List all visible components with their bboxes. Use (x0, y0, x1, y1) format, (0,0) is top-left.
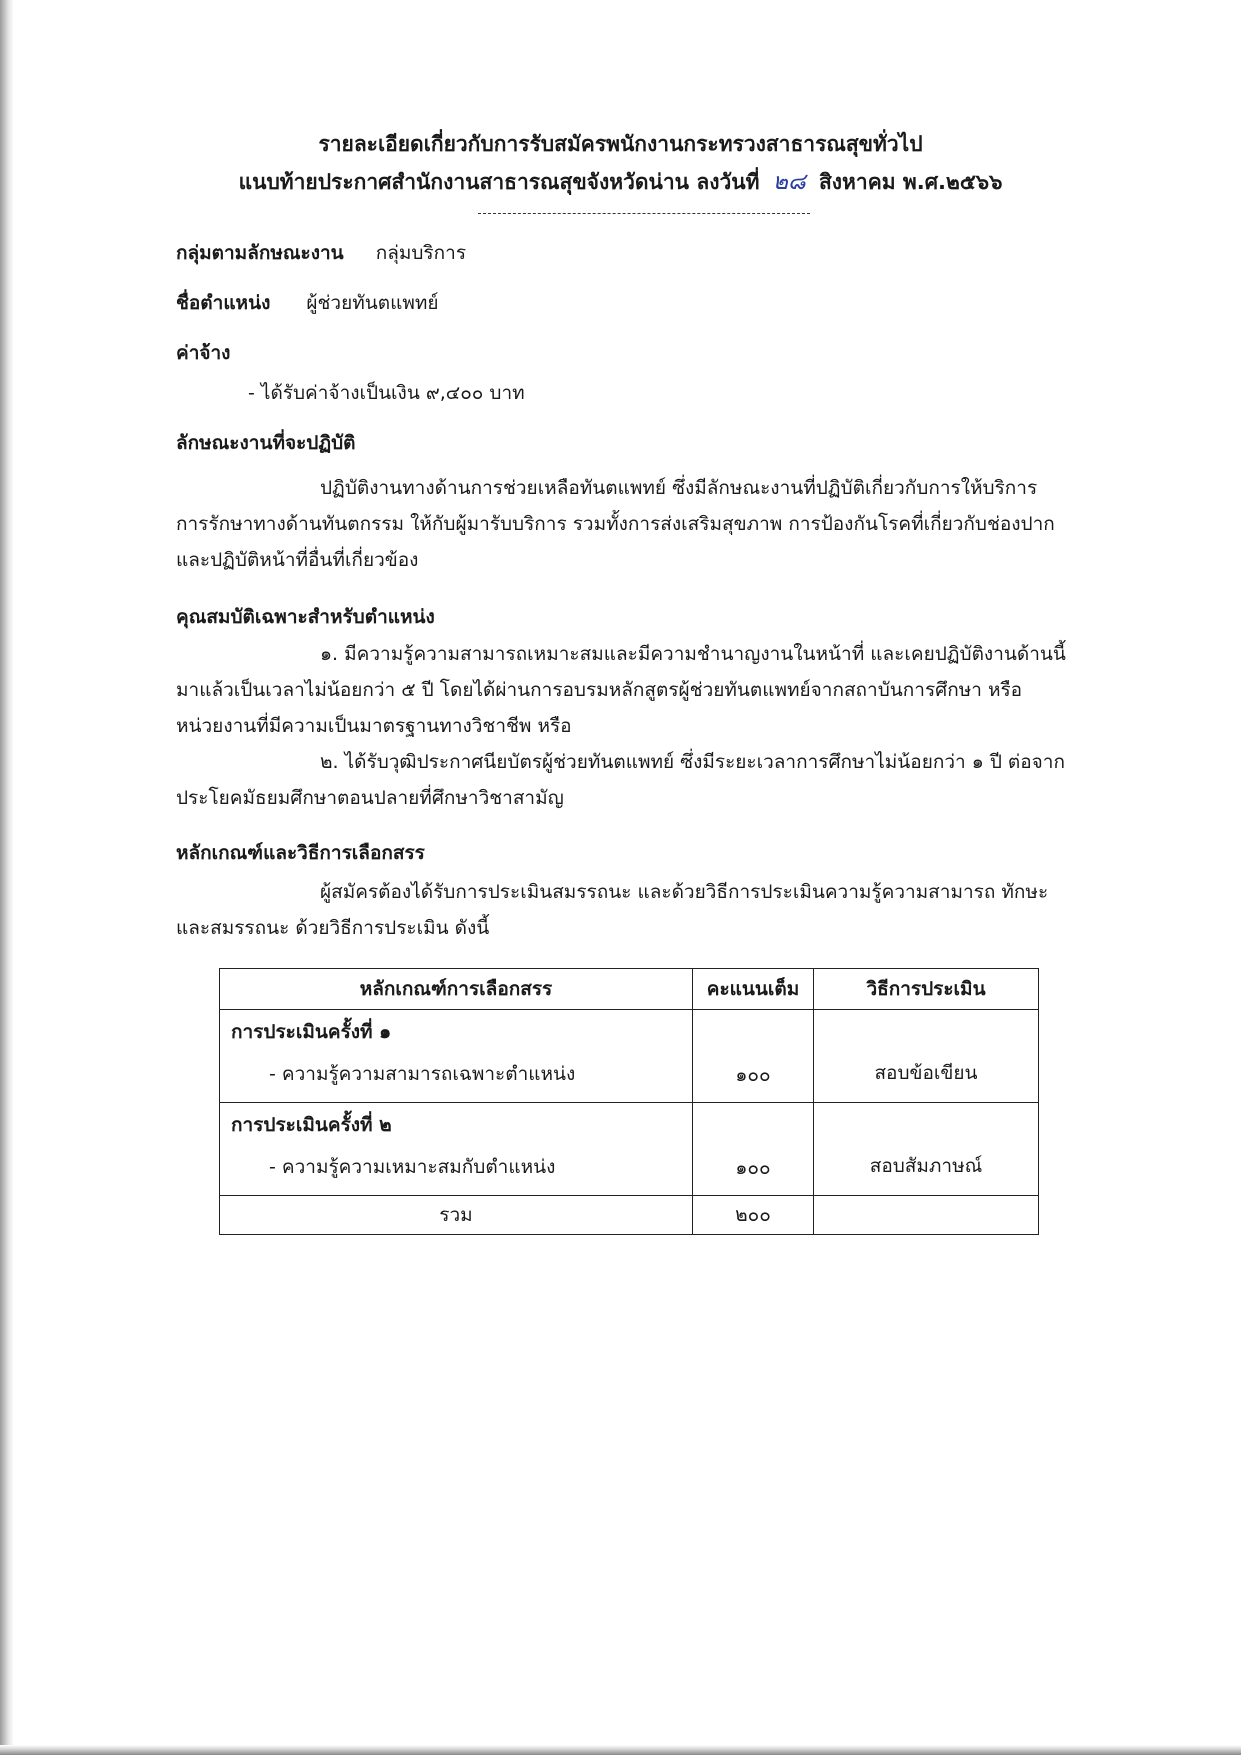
scan-edge-left (0, 0, 14, 1755)
paragraph-line: ๑. มีความรู้ความสามารถเหมาะสมและมีความชำนาญงานในหน้าที่ และเคยปฏิบัติงานด้านนี้ (320, 643, 1066, 665)
header-full-score: คะแนนเต็ม (693, 969, 814, 1010)
paragraph-line: ประโยคมัธยมศึกษาตอนปลายที่ศึกษาวิชาสามัญ (176, 787, 564, 809)
step-item: - ความรู้ความสามารถเฉพาะตำแหน่ง (269, 1063, 576, 1085)
subtitle-suffix: สิงหาคม พ.ศ.๒๕๖๖ (818, 170, 1003, 194)
handwritten-date-day: ๒๘ (772, 169, 806, 195)
criteria-cell (220, 1103, 693, 1196)
wage-label: ค่าจ้าง (176, 342, 231, 364)
score-cell: ๑๐๐ (693, 1010, 814, 1103)
selection-heading: หลักเกณฑ์และวิธีการเลือกสรร (176, 842, 425, 864)
position-value: ผู้ช่วยทันตแพทย์ (306, 292, 439, 314)
subtitle-prefix: แนบท้ายประกาศสำนักงานสาธารณสุขจังหวัดน่าน ลงวันที่ (238, 170, 760, 194)
duties-paragraph (176, 470, 1116, 578)
paragraph-line: ปฏิบัติงานทางด้านการช่วยเหลือทันตแพทย์ ซึ่งมีลักษณะงานที่ปฏิบัติเกี่ยวกับการให้บริการ (320, 477, 1038, 499)
paragraph-line: หน่วยงานที่มีความเป็นมาตรฐานทางวิชาชีพ หรือ (176, 715, 572, 737)
group-field (176, 238, 466, 268)
scan-edge-bottom (0, 1745, 1241, 1755)
paragraph-line: ๒. ได้รับวุฒิประกาศนียบัตรผู้ช่วยทันตแพทย์ ซึ่งมีระยะเวลาการศึกษาไม่น้อยกว่า ๑ ปี ต่อจาก (320, 751, 1065, 773)
method-cell: สอบสัมภาษณ์ (814, 1103, 1039, 1196)
total-label: รวม (220, 1196, 693, 1235)
position-label: ชื่อตำแหน่ง (176, 292, 271, 314)
step-item: - ความรู้ความเหมาะสมกับตำแหน่ง (269, 1156, 556, 1178)
paragraph-line: ผู้สมัครต้องได้รับการประเมินสมรรถนะ และด้วยวิธีการประเมินความรู้ความสามารถ ทักษะ (320, 881, 1049, 903)
criteria-table (219, 968, 1039, 1235)
group-value: กลุ่มบริการ (375, 242, 467, 264)
step-title: การประเมินครั้งที่ ๒ (231, 1114, 392, 1136)
group-label: กลุ่มตามลักษณะงาน (176, 242, 344, 264)
document-subtitle (0, 164, 1241, 200)
table-row (220, 1010, 1039, 1103)
paragraph-line: และปฏิบัติหน้าที่อื่นที่เกี่ยวข้อง (176, 549, 419, 571)
wage-value: - ได้รับค่าจ้างเป็นเงิน ๙,๔๐๐ บาท (248, 382, 525, 404)
total-method-empty (814, 1196, 1039, 1235)
document-title: รายละเอียดเกี่ยวกับการรับสมัครพนักงานกระทรวงสาธารณสุขทั่วไป (318, 132, 923, 156)
duties-heading: ลักษณะงานที่จะปฏิบัติ (176, 432, 356, 454)
score-cell: ๑๐๐ (693, 1103, 814, 1196)
table-header-row (220, 969, 1039, 1010)
criteria-cell (220, 1010, 693, 1103)
qualifications-paragraph (176, 636, 1116, 816)
step-title: การประเมินครั้งที่ ๑ (231, 1021, 392, 1043)
dashed-divider (478, 213, 810, 214)
paragraph-line: และสมรรถนะ ด้วยวิธีการประเมิน ดังนี้ (176, 917, 490, 939)
selection-paragraph (176, 874, 1116, 946)
qualifications-heading: คุณสมบัติเฉพาะสำหรับตำแหน่ง (176, 606, 435, 628)
method-cell: สอบข้อเขียน (814, 1010, 1039, 1103)
header-criteria: หลักเกณฑ์การเลือกสรร (220, 969, 693, 1010)
header-method: วิธีการประเมิน (814, 969, 1039, 1010)
paragraph-line: มาแล้วเป็นเวลาไม่น้อยกว่า ๕ ปี โดยได้ผ่านการอบรมหลักสูตรผู้ช่วยทันตแพทย์จากสถาบันการศึกษา หรือ (176, 679, 1023, 701)
position-field (176, 288, 439, 318)
paragraph-line: การรักษาทางด้านทันตกรรม ให้กับผู้มารับบริการ รวมทั้งการส่งเสริมสุขภาพ การป้องกันโรคที่เกี่ยวกับช่องปาก (176, 513, 1055, 535)
table-row (220, 1103, 1039, 1196)
total-score: ๒๐๐ (693, 1196, 814, 1235)
total-row (220, 1196, 1039, 1235)
